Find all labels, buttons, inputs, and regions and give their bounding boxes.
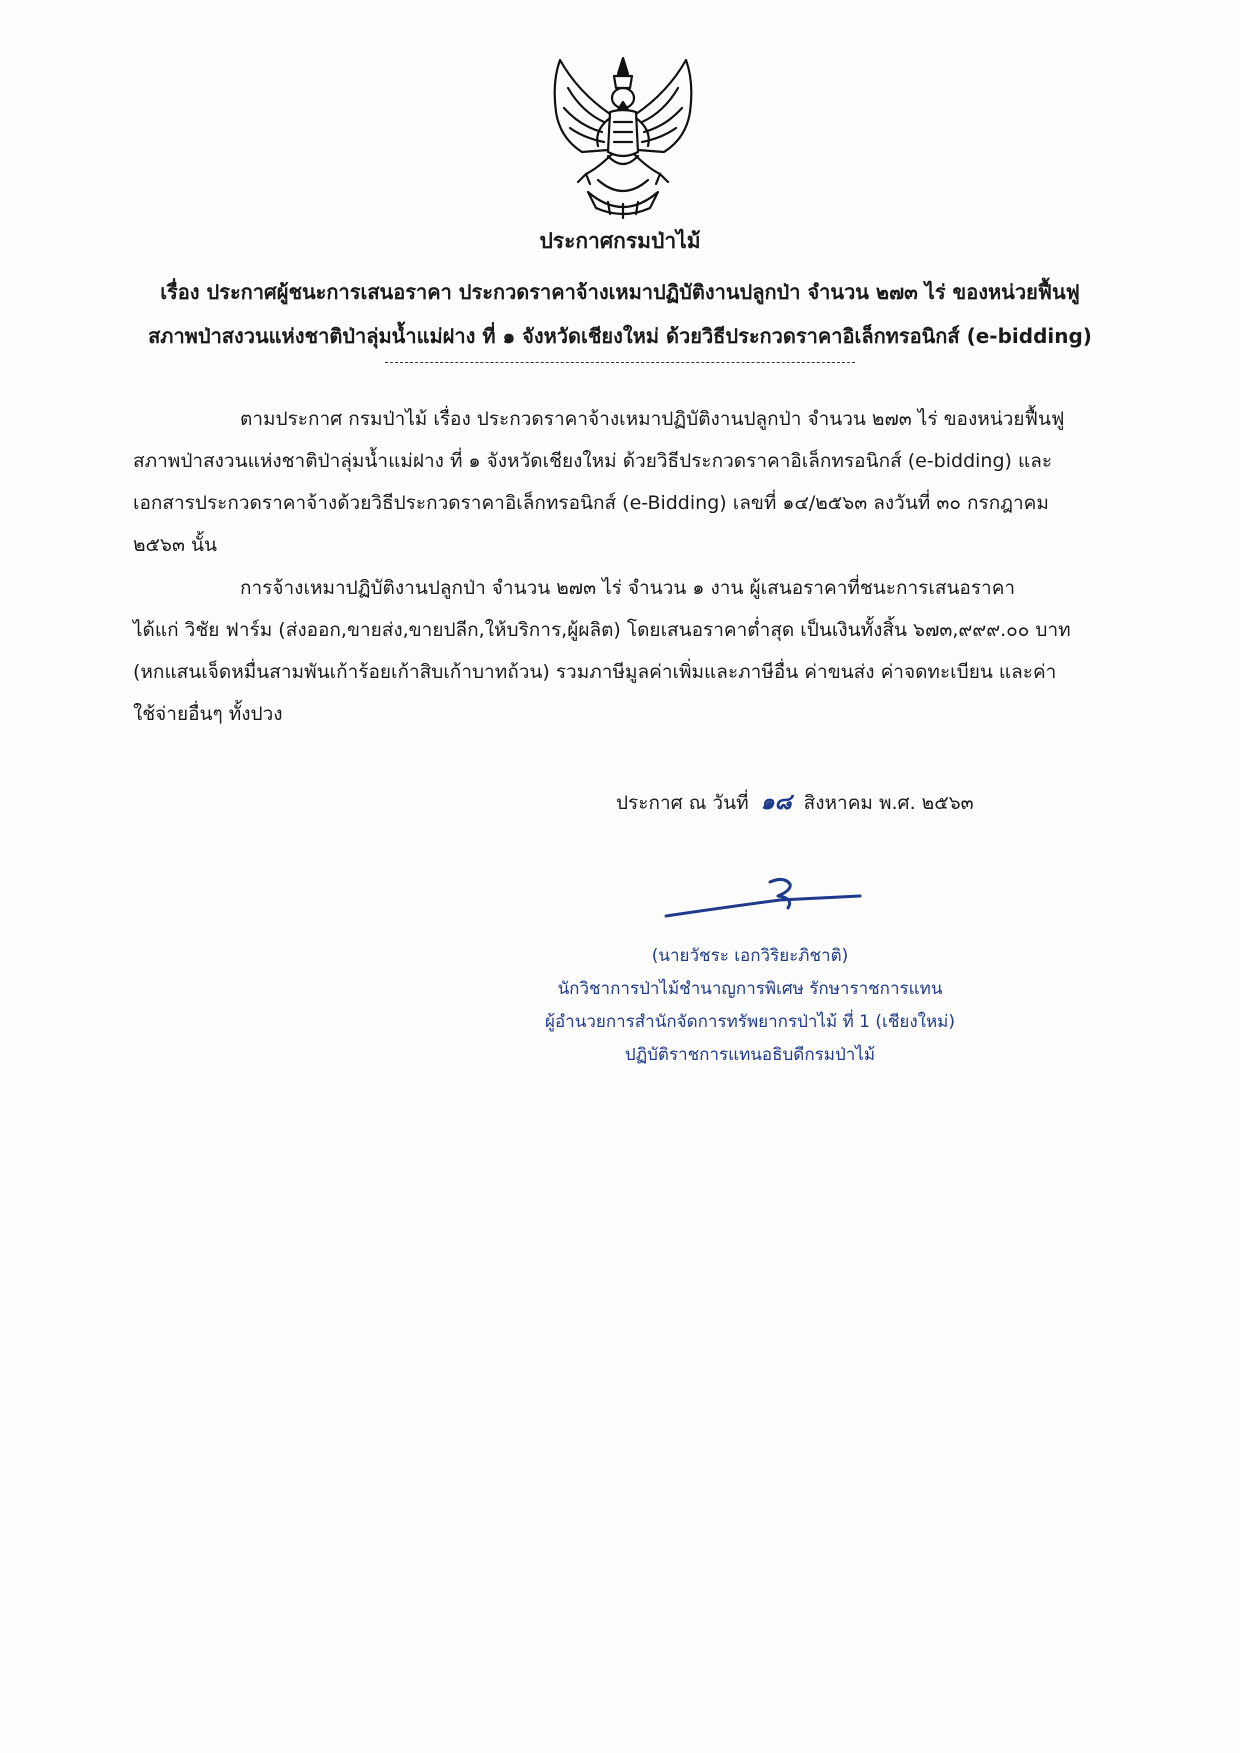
subject-line: เรื่อง ประกาศผู้ชนะการเสนอราคา ประกวดราคาจ้างเหมาปฏิบัติงานปลูกป่า จำนวน ๒๗๓ ไร่ ของหน่วยฟื้นฟู	[160, 280, 1080, 304]
paragraph-line: ๒๕๖๓ นั้น	[133, 534, 217, 556]
document-subject	[140, 270, 1100, 358]
signer-block	[520, 940, 980, 1072]
paragraph-line: สภาพป่าสงวนแห่งชาติป่าลุ่มน้ำแม่ฝาง ที่ ๑ จังหวัดเชียงใหม่ ด้วยวิธีประกวดราคาอิเล็กทรอนิกส์ (e-bidding) และ	[133, 450, 1053, 472]
signer-position: ผู้อำนวยการสำนักจัดการทรัพยากรป่าไม้ ที่ 1 (เชียงใหม่)	[544, 1012, 955, 1032]
signer-position: ปฏิบัติราชการแทนอธิบดีกรมป่าไม้	[624, 1045, 876, 1065]
paragraph-line: เอกสารประกวดราคาจ้างด้วยวิธีประกวดราคาอิเล็กทรอนิกส์ (e-Bidding) เลขที่ ๑๔/๒๕๖๓ ลงวันที่ ๓๐ กรกฎาคม	[133, 492, 1049, 514]
date-suffix: สิงหาคม พ.ศ. ๒๕๖๓	[803, 792, 974, 814]
handwritten-day: ๑๘	[760, 789, 792, 815]
paragraph-line: ตามประกาศ กรมป่าไม้ เรื่อง ประกวดราคาจ้างเหมาปฏิบัติงานปลูกป่า จำนวน ๒๗๓ ไร่ ของหน่วยฟื้นฟู	[240, 408, 1065, 430]
paragraph-line: ใช้จ่ายอื่นๆ ทั้งปวง	[133, 703, 283, 725]
signer-name: (นายวัชระ เอกวิริยะภิชาติ)	[651, 946, 849, 966]
date-prefix: ประกาศ ณ วันที่	[616, 792, 749, 814]
signature-mark-icon	[660, 868, 880, 938]
paragraph-winner	[133, 567, 1103, 735]
document-title: ประกาศกรมป่าไม้	[539, 229, 701, 253]
paragraph-line: ได้แก่ วิชัย ฟาร์ม (ส่งออก,ขายส่ง,ขายปลีก,ให้บริการ,ผู้ผลิต) โดยเสนอราคาต่ำสุด เป็นเงินทั้งสิ้น ๖๗๓,๙๙๙.๐๐ บาท	[133, 619, 1071, 641]
signer-position: นักวิชาการป่าไม้ชำนาญการพิเศษ รักษาราชการแทน	[557, 979, 943, 999]
paragraph-line: การจ้างเหมาปฏิบัติงานปลูกป่า จำนวน ๒๗๓ ไร่ จำนวน ๑ งาน ผู้เสนอราคาที่ชนะการเสนอราคา	[240, 577, 1016, 599]
announcement-dateline	[616, 784, 974, 821]
paragraph-reference	[133, 398, 1103, 566]
subject-line: สภาพป่าสงวนแห่งชาติป่าลุ่มน้ำแม่ฝาง ที่ ๑ จังหวัดเชียงใหม่ ด้วยวิธีประกวดราคาอิเล็กทรอนิกส์ (e-bidding)	[148, 324, 1092, 348]
paragraph-line: (หกแสนเจ็ดหมื่นสามพันเก้าร้อยเก้าสิบเก้าบาทถ้วน) รวมภาษีมูลค่าเพิ่มและภาษีอื่น ค่าขนส่ง ค่าจดทะเบียน และค่า	[133, 661, 1057, 683]
garuda-emblem-icon	[538, 52, 708, 224]
dashed-divider	[385, 362, 855, 363]
